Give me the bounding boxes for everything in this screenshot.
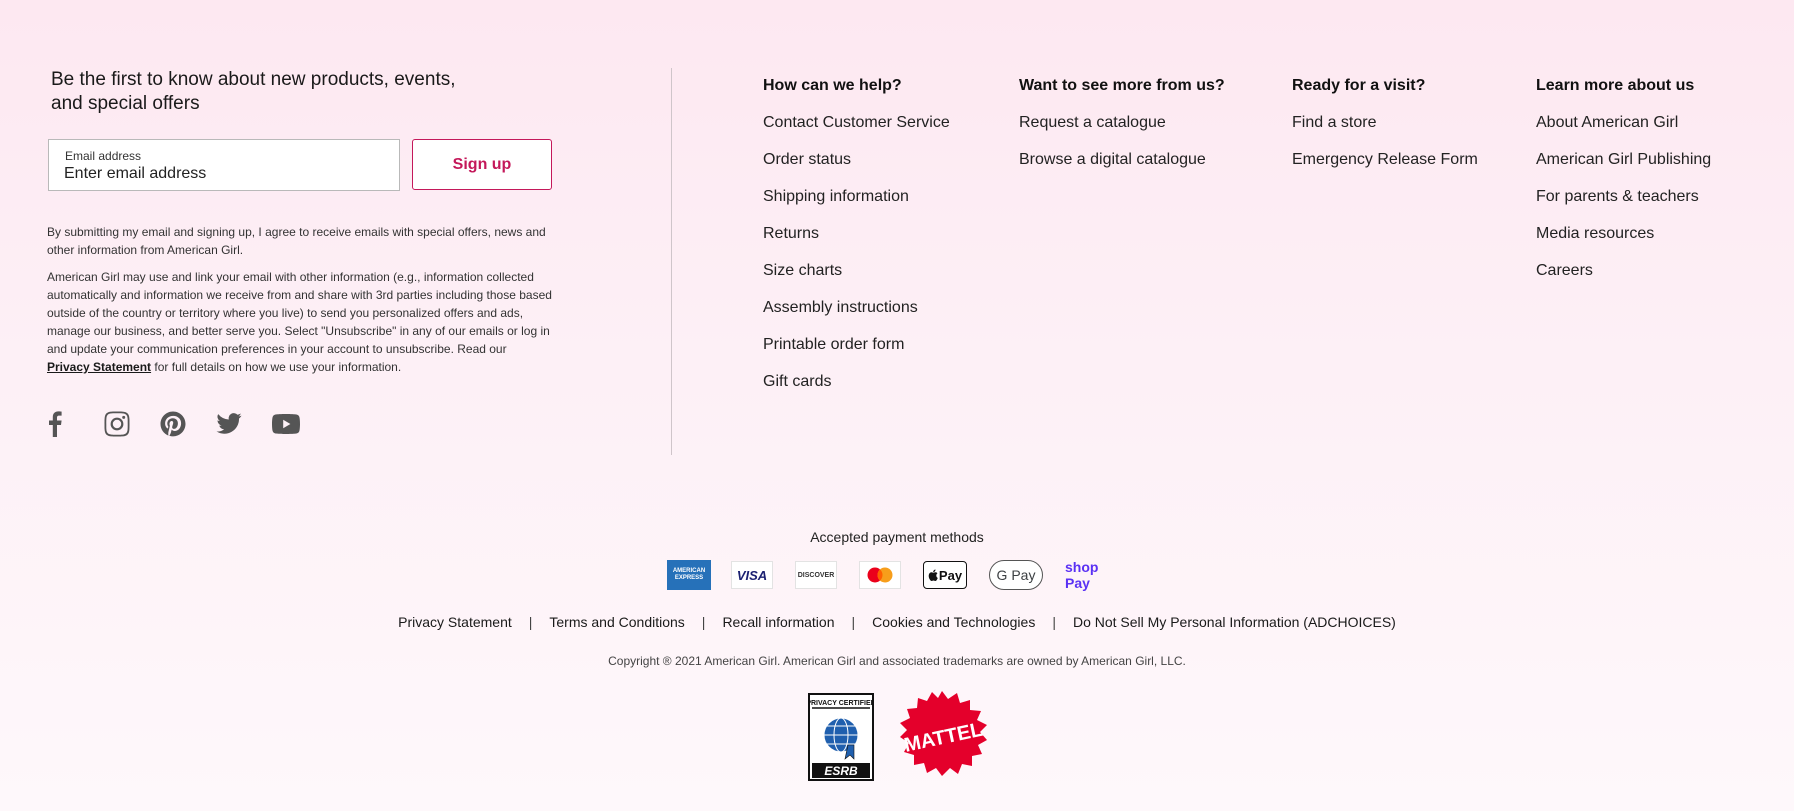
footer-separator: | bbox=[701, 614, 706, 630]
shop-pay-label: shop Pay bbox=[1065, 559, 1099, 591]
mastercard-icon bbox=[859, 561, 901, 589]
apple-pay-label: Pay bbox=[938, 567, 963, 583]
shop-pay-icon bbox=[1065, 561, 1123, 589]
footer-separator: | bbox=[1052, 614, 1056, 630]
amex-icon bbox=[667, 560, 711, 590]
esrb-icon bbox=[808, 693, 874, 781]
payment-methods bbox=[667, 560, 1123, 590]
media-resources-link[interactable]: Media resources bbox=[1536, 225, 1655, 242]
google-pay-icon bbox=[989, 560, 1043, 590]
esrb-bottom-label: ESRB bbox=[824, 764, 858, 778]
instagram-icon[interactable] bbox=[104, 410, 160, 438]
payment-methods-title: Accepted payment methods bbox=[810, 529, 984, 545]
email-field[interactable] bbox=[48, 139, 400, 191]
help-column bbox=[763, 68, 950, 400]
footer-links bbox=[0, 614, 1794, 630]
about-american-girl-link[interactable]: About American Girl bbox=[1536, 114, 1679, 131]
apple-pay-icon bbox=[923, 561, 967, 589]
cookies-link[interactable]: Cookies and Technologies bbox=[872, 614, 1036, 630]
facebook-icon[interactable] bbox=[48, 410, 104, 438]
privacy-notice-tail: for full details on how we use your information. bbox=[151, 360, 402, 374]
footer-separator: | bbox=[528, 614, 533, 630]
do-not-sell-link[interactable]: Do Not Sell My Personal Information (ADCHOICES) bbox=[1072, 614, 1396, 630]
footer-separator: | bbox=[851, 614, 856, 630]
mattel-label: MATTEL bbox=[902, 718, 985, 757]
mattel-icon bbox=[896, 690, 988, 782]
email-input[interactable] bbox=[64, 165, 374, 183]
email-label: Email address bbox=[65, 149, 142, 163]
request-catalogue-link[interactable]: Request a catalogue bbox=[1019, 114, 1166, 131]
newsletter-consent-text: By submitting my email and signing up, I agree to receive emails with special offers, news and other information from American Girl. bbox=[47, 225, 546, 257]
about-column bbox=[1536, 68, 1711, 289]
catalogue-heading: Want to see more from us? bbox=[1019, 77, 1225, 94]
find-store-link[interactable]: Find a store bbox=[1292, 114, 1377, 131]
pinterest-icon[interactable] bbox=[160, 410, 216, 438]
privacy-statement-footer-link[interactable]: Privacy Statement bbox=[398, 614, 512, 630]
social-links bbox=[48, 410, 328, 438]
visa-icon bbox=[731, 561, 773, 589]
assembly-instructions-link[interactable]: Assembly instructions bbox=[763, 299, 918, 316]
copyright-text: Copyright ® 2021 American Girl. American Girl and associated trademarks are owned by American Girl, LLC. bbox=[608, 654, 1186, 668]
amex-label: AMERICAN EXPRESS bbox=[672, 568, 706, 581]
visit-column bbox=[1292, 68, 1478, 178]
newsletter-title: Be the first to know about new products, events, and special offers bbox=[51, 69, 456, 114]
recall-information-link[interactable]: Recall information bbox=[722, 614, 835, 630]
catalogue-column bbox=[1019, 68, 1225, 178]
newsletter-privacy-text bbox=[47, 268, 552, 376]
privacy-notice-text: American Girl may use and link your email with other information (e.g., information collected automatically and information we receive from and share with 3rd parties including those based outside of the country or territory where you live) to send you personalized offers and ads, manage our business, and better serve you. Select "Unsubscribe" in any of our emails or log in and update your communication preferences in your account to unsubscribe. Read our bbox=[47, 270, 552, 356]
mastercard-logo bbox=[867, 567, 893, 583]
contact-customer-service-link[interactable]: Contact Customer Service bbox=[763, 114, 950, 131]
column-divider bbox=[671, 68, 672, 455]
publishing-link[interactable]: American Girl Publishing bbox=[1536, 151, 1712, 168]
esrb-privacy-badge[interactable] bbox=[808, 693, 874, 781]
emergency-release-form-link[interactable]: Emergency Release Form bbox=[1292, 151, 1478, 168]
privacy-statement-link[interactable]: Privacy Statement bbox=[47, 360, 152, 374]
twitter-icon[interactable] bbox=[216, 410, 272, 438]
terms-link[interactable]: Terms and Conditions bbox=[549, 614, 685, 630]
about-heading: Learn more about us bbox=[1536, 77, 1695, 94]
youtube-icon[interactable] bbox=[272, 410, 328, 438]
order-status-link[interactable]: Order status bbox=[763, 151, 852, 168]
digital-catalogue-link[interactable]: Browse a digital catalogue bbox=[1019, 151, 1206, 168]
signup-button[interactable]: Sign up bbox=[412, 139, 552, 190]
size-charts-link[interactable]: Size charts bbox=[763, 262, 843, 279]
esrb-top-label: PRIVACY CERTIFIED bbox=[808, 700, 874, 707]
gift-cards-link[interactable]: Gift cards bbox=[763, 373, 832, 390]
visa-label: VISA bbox=[736, 567, 768, 583]
shipping-information-link[interactable]: Shipping information bbox=[763, 188, 909, 205]
mattel-logo[interactable] bbox=[896, 690, 988, 782]
parents-teachers-link[interactable]: For parents & teachers bbox=[1536, 188, 1699, 205]
help-heading: How can we help? bbox=[763, 77, 902, 94]
discover-label: DISCOVER bbox=[797, 571, 835, 579]
printable-order-form-link[interactable]: Printable order form bbox=[763, 336, 905, 353]
returns-link[interactable]: Returns bbox=[763, 225, 820, 242]
careers-link[interactable]: Careers bbox=[1536, 262, 1593, 279]
discover-icon bbox=[795, 561, 837, 589]
visit-heading: Ready for a visit? bbox=[1292, 77, 1426, 94]
apple-icon bbox=[928, 569, 938, 581]
google-pay-label: G Pay bbox=[996, 567, 1036, 583]
